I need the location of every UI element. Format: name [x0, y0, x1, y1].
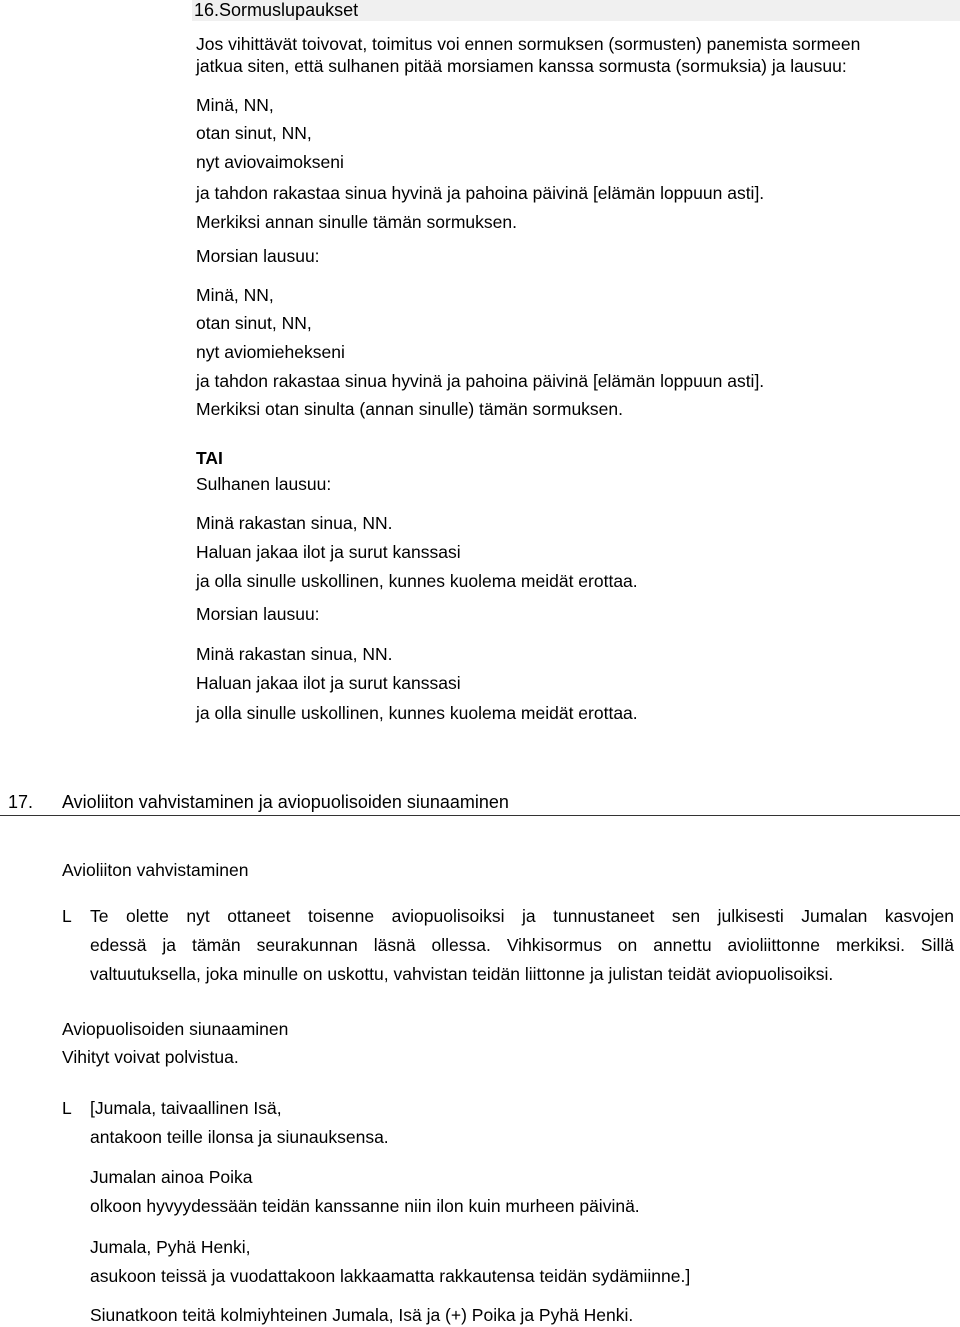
bride-vow-line: ja tahdon rakastaa sinua hyvinä ja pahoina päivinä [elämän loppuun asti]. — [196, 371, 765, 391]
groom-alt-vow-line: ja olla sinulle uskollinen, kunnes kuolema meidät erottaa. — [196, 571, 638, 591]
groom-vow-line: otan sinut, NN, — [196, 123, 312, 143]
section-16-number: 16. — [194, 0, 220, 20]
confirm-text-line: valtuutuksella, joka minulle on uskottu, vahvistan teidän liittonne ja julistan teidät aviopuolisoiksi. — [90, 964, 834, 984]
leader-mark: L — [62, 1098, 72, 1118]
bride-says-label: Morsian lausuu: — [196, 246, 320, 266]
confirm-heading: Avioliiton vahvistaminen — [62, 860, 249, 880]
groom-vow-line: ja tahdon rakastaa sinua hyvinä ja pahoina päivinä [elämän loppuun asti]. — [196, 183, 765, 203]
blessing-line: [Jumala, taivaallinen Isä, — [90, 1098, 282, 1118]
or-label: TAI — [196, 448, 223, 468]
section-17-title: Avioliiton vahvistaminen ja aviopuolisoiden siunaaminen — [62, 792, 509, 812]
confirm-text-line: edessä ja tämän seurakunnan läsnä ollessa. Vihkisormus on annettu avioliittonne merkiksi. Sillä — [90, 935, 954, 955]
bride-says-label-2: Morsian lausuu: — [196, 604, 320, 624]
groom-vow-line: Minä, NN, — [196, 95, 274, 115]
bride-vow-line: Minä, NN, — [196, 285, 274, 305]
confirm-text-line: Te olette nyt ottaneet toisenne aviopuolisoiksi ja tunnustaneet sen julkisesti Jumalan kasvojen — [90, 906, 954, 926]
section-16-title: Sormuslupaukset — [219, 0, 359, 20]
blessing-line: Jumalan ainoa Poika — [90, 1167, 253, 1187]
groom-alt-vow-line: Minä rakastan sinua, NN. — [196, 513, 393, 533]
groom-alt-vow-line: Haluan jakaa ilot ja surut kanssasi — [196, 542, 461, 562]
bride-alt-vow-line: ja olla sinulle uskollinen, kunnes kuolema meidät erottaa. — [196, 703, 638, 723]
groom-vow-line: nyt aviovaimokseni — [196, 152, 344, 172]
kneel-instruction: Vihityt voivat polvistua. — [62, 1047, 239, 1067]
groom-says-label: Sulhanen lausuu: — [196, 474, 332, 494]
blessing-line: olkoon hyvyydessään teidän kanssanne niin ilon kuin murheen päivinä. — [90, 1196, 640, 1216]
bride-vow-line: nyt aviomiehekseni — [196, 342, 345, 362]
section-16-heading — [194, 0, 358, 21]
bride-alt-vow-line: Haluan jakaa ilot ja surut kanssasi — [196, 673, 461, 693]
bride-vow-line: otan sinut, NN, — [196, 313, 312, 333]
closing-blessing: Siunatkoon teitä kolmiyhteinen Jumala, Isä ja (+) Poika ja Pyhä Henki. — [90, 1305, 634, 1325]
leader-mark: L — [62, 906, 72, 926]
bride-vow-line: Merkiksi otan sinulta (annan sinulle) tämän sormuksen. — [196, 399, 623, 419]
blessing-line: asukoon teissä ja vuodattakoon lakkaamatta rakkautensa teidän sydämiinne.] — [90, 1266, 691, 1286]
groom-vow-line: Merkiksi annan sinulle tämän sormuksen. — [196, 212, 517, 232]
section-divider — [0, 815, 960, 816]
section-17-number: 17. — [8, 792, 34, 812]
intro-line-2: jatkua siten, että sulhanen pitää morsiamen kanssa sormusta (sormuksia) ja lausuu: — [196, 56, 847, 76]
blessing-heading: Aviopuolisoiden siunaaminen — [62, 1019, 289, 1039]
blessing-line: antakoon teille ilonsa ja siunauksensa. — [90, 1127, 389, 1147]
intro-line-1: Jos vihittävät toivovat, toimitus voi ennen sormuksen (sormusten) panemista sormeen — [196, 34, 861, 54]
blessing-line: Jumala, Pyhä Henki, — [90, 1237, 251, 1257]
bride-alt-vow-line: Minä rakastan sinua, NN. — [196, 644, 393, 664]
